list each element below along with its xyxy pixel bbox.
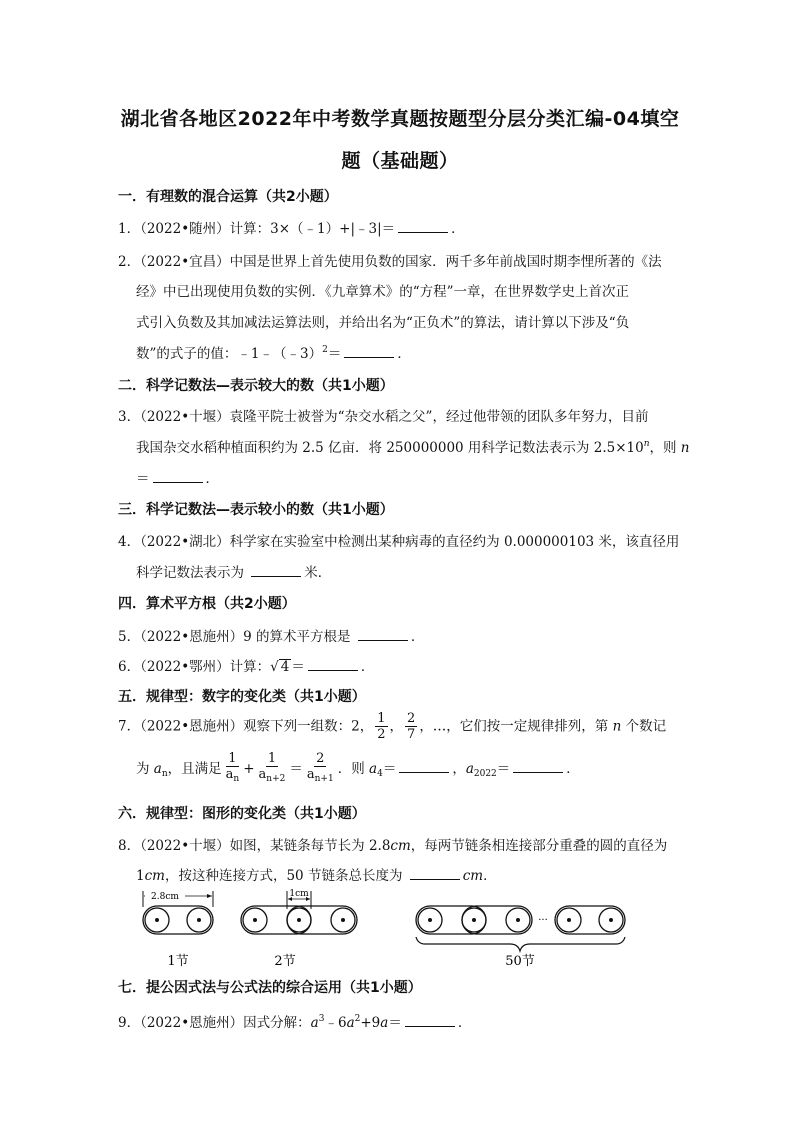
ellipsis-dots: ··· [538, 915, 548, 926]
fraction-two-sevenths: $\frac{2}{7}$ [407, 711, 416, 742]
caption-1-link: 1节 [167, 954, 189, 969]
equals-sign: ＝ [291, 659, 305, 675]
section-heading-5: 五．规律型：数字的变化类（共1小题） [118, 689, 366, 705]
question-2-line1: 2．（2022•宜昌）中国是世界上首先使用负数的国家．两千多年前战国时期李悝所著的《法 [118, 254, 662, 270]
chain-50-links [416, 906, 625, 951]
question-8-text-b: ，每两节链条相连接部分重叠的圆的直径为 [410, 838, 668, 854]
period: ． [566, 761, 580, 777]
answer-blank [358, 628, 408, 641]
variable-n: n [612, 718, 622, 735]
section-heading-3: 三．科学记数法—表示较小的数（共1小题） [118, 502, 394, 518]
question-6-text: 6．（2022•鄂州）计算： [118, 659, 271, 675]
variable-n: n [680, 440, 690, 456]
question-8-text-c: ，按这种连接方式，50 节链条总长度为 [164, 868, 403, 884]
variable-a: a [153, 761, 162, 777]
text-wei: 为 [136, 761, 154, 777]
question-2-line4 [136, 342, 411, 362]
fraction-1-over-an: $\frac{1}{a_n}$ [225, 751, 240, 784]
question-4-end: 米． [304, 565, 332, 581]
period: ． [483, 868, 497, 884]
question-2-expression: 数”的式子的值：﹣1﹣（﹣3） [136, 346, 323, 362]
document-title-line2: 题（基础题） [341, 150, 459, 172]
chain-1-link [143, 891, 213, 934]
exponent: 2 [322, 345, 328, 355]
plus-sign: + [243, 761, 255, 777]
unit-cm: cm [462, 868, 484, 884]
variable-a: a [310, 1015, 319, 1031]
answer-blank [153, 470, 203, 483]
question-7-line2 [136, 752, 580, 787]
comma: ， [389, 718, 404, 735]
question-8-text: 8．（2022•十堰）如图，某链条每节长为 2.8 [118, 838, 391, 854]
fraction-2-over-an1: $\frac{2}{a_{n+1}}$ [306, 751, 334, 784]
question-8-line2 [136, 864, 497, 884]
question-1-text: 1．（2022•随州）计算：3×（﹣1）+|﹣3|＝ [118, 221, 396, 237]
question-3-line1: 3．（2022•十堰）袁隆平院士被誉为“杂交水稻之父”，经过他带领的团队多年努力，目前 [118, 409, 649, 425]
answer-blank-a4 [399, 760, 449, 773]
exponent: 2 [354, 1014, 361, 1024]
caption-2-links: 2节 [274, 954, 296, 969]
text-satisfy: ，且满足 [167, 761, 222, 777]
question-9 [118, 1011, 471, 1031]
chain-figure [0, 885, 794, 975]
question-5-text: 5．（2022•恩施州）9 的算术平方根是 [118, 629, 351, 645]
question-7-line1 [118, 712, 666, 742]
period: ． [360, 659, 375, 675]
number-1: 1 [136, 868, 145, 884]
equals-sign: ＝ [382, 761, 397, 777]
question-2-line2: 经》中已出现使用负数的实例．《九章算术》的“方程”一章，在世界数学史上首次正 [136, 284, 630, 300]
unit-cm: cm [144, 868, 165, 884]
section-heading-7: 七．提公因式法与公式法的综合运用（共1小题） [118, 980, 422, 996]
comma: ， [452, 761, 466, 777]
question-6 [118, 655, 374, 675]
term: ﹣6 [324, 1015, 347, 1031]
label-2-8cm: 2.8cm [151, 892, 179, 902]
label-1cm: 1cm [289, 889, 309, 899]
question-5 [118, 625, 424, 645]
equals-sign: ＝ [289, 761, 303, 777]
answer-blank [398, 220, 448, 233]
answer-blank [405, 1014, 455, 1027]
period: ． [457, 1015, 472, 1031]
question-7-text: 7．（2022•恩施州）观察下列一组数：2， [118, 718, 374, 735]
period: ． [205, 471, 219, 487]
text-then: ．则 [337, 761, 370, 777]
radicand: 4 [280, 659, 290, 675]
question-1-end: ． [451, 221, 465, 237]
period: ． [410, 629, 425, 645]
answer-blank [308, 658, 358, 671]
subscript-n: n [161, 769, 168, 779]
fraction-one-half: $\frac{1}{2}$ [377, 711, 386, 742]
section-heading-4: 四．算术平方根（共2小题） [118, 596, 296, 612]
sqrt-symbol: √ [270, 659, 279, 675]
question-4-line1: 4．（2022•湖北）科学家在实验室中检测出某种病毒的直径约为 0.000000103 米，该直径用 [118, 534, 680, 550]
question-7-text-b: ，…，它们按一定规律排列，第 [419, 718, 613, 735]
question-3-text-b: ，则 [649, 440, 681, 456]
unit-cm: cm [390, 838, 411, 854]
question-9-text: 9．（2022•恩施州）因式分解： [118, 1015, 311, 1031]
question-3-line2 [136, 436, 689, 456]
exponent: n [643, 439, 650, 449]
section-heading-6: 六．规律型：图形的变化类（共1小题） [118, 806, 366, 822]
equals-sign: ＝ [496, 761, 511, 777]
answer-blank [344, 345, 394, 358]
caption-50-links: 50节 [505, 954, 535, 969]
question-7-text-c: 个数记 [621, 718, 667, 735]
question-3-text: 我国杂交水稻种植面积约为 2.5 亿亩．将 250000000 用科学记数法表示为 2.5×10 [136, 440, 644, 456]
equals-sign: ＝ [327, 346, 342, 362]
answer-blank [410, 867, 460, 880]
exponent: 3 [318, 1014, 325, 1024]
question-8-line1 [118, 834, 667, 854]
equals-sign: ＝ [136, 471, 150, 487]
fraction-1-over-an2: $\frac{1}{a_{n+2}}$ [258, 751, 286, 784]
question-2-line3: 式引入负数及其加减法运算法则，并给出名为“正负术”的算法，请计算以下涉及“负 [136, 315, 630, 331]
subscript-4: 4 [377, 769, 383, 779]
term: +9 [360, 1015, 381, 1031]
equals-sign: ＝ [388, 1015, 402, 1031]
brace [416, 937, 625, 951]
variable-a: a [465, 761, 474, 777]
chain-2-links [241, 889, 357, 934]
period: ． [397, 346, 411, 362]
question-4-text: 科学记数法表示为 [136, 565, 244, 581]
answer-blank-a2022 [513, 760, 563, 773]
variable-a: a [346, 1015, 355, 1031]
variable-a: a [369, 761, 378, 777]
document-title-line1: 湖北省各地区2022年中考数学真题按题型分层分类汇编-04填空 [120, 108, 680, 130]
question-3-line3 [136, 467, 219, 487]
section-heading-1: 一．有理数的混合运算（共2小题） [118, 189, 338, 205]
answer-blank [251, 564, 301, 577]
section-heading-2: 二．科学记数法—表示较大的数（共1小题） [118, 378, 394, 394]
subscript-2022: 2022 [473, 769, 497, 779]
variable-a: a [380, 1015, 389, 1031]
question-4-line2 [136, 561, 331, 581]
question-1 [118, 217, 465, 237]
